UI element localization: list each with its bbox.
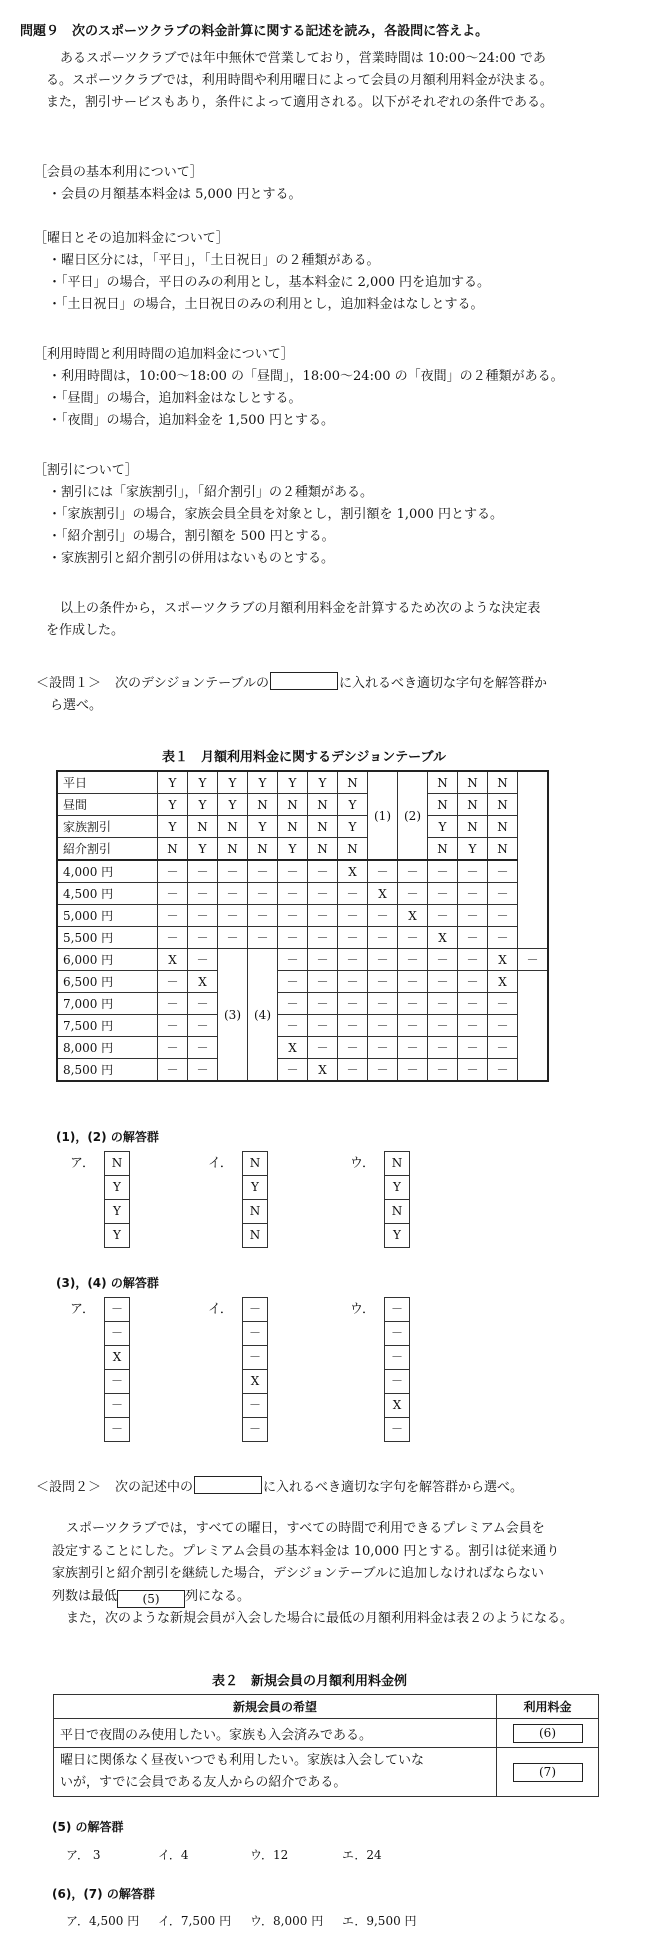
table-cell: X xyxy=(428,927,458,949)
action-label: 5,500 円 xyxy=(57,927,158,949)
table-cell: － xyxy=(488,1059,518,1082)
question-text: 次のデシジョンテーブルの xyxy=(115,676,270,691)
action-row xyxy=(57,860,548,883)
table1-caption: 表１ 月額利用料金に関するデシジョンテーブル xyxy=(162,750,446,765)
table-cell: X xyxy=(488,949,518,971)
action-row xyxy=(57,927,548,949)
question-label: ＜設問１＞ xyxy=(36,676,102,691)
table-cell: － xyxy=(278,949,308,971)
table-cell: Y xyxy=(188,838,218,861)
paragraph-line: また，次のような新規会員が入会した場合に最低の月額利用料金は表２のようになる。 xyxy=(66,1611,574,1626)
conclusion-paragraph xyxy=(46,598,540,642)
table-cell: － xyxy=(398,927,428,949)
table-cell: N xyxy=(218,838,248,861)
table-cell: Y xyxy=(308,771,338,794)
table-cell: － xyxy=(278,860,308,883)
fee-cell xyxy=(497,1719,599,1748)
table-cell: － xyxy=(188,993,218,1015)
table-cell: － xyxy=(248,883,278,905)
option-cell: N xyxy=(243,1152,267,1176)
fee-cell xyxy=(497,1748,599,1797)
intro-line: あるスポーツクラブでは年中無休で営業しており，営業時間は 10:00～24:00 であ xyxy=(60,51,546,66)
table-cell: － xyxy=(338,971,368,993)
table-cell: N xyxy=(338,838,368,861)
action-row xyxy=(57,1059,548,1082)
option-cell: － xyxy=(385,1322,409,1346)
table-cell: － xyxy=(488,1015,518,1037)
blank-box xyxy=(194,1476,262,1494)
table-cell: Y xyxy=(158,794,188,816)
table-cell: X xyxy=(338,860,368,883)
table-cell: － xyxy=(158,883,188,905)
answer-choice[interactable]: エ．24 xyxy=(342,1848,382,1862)
section-item: ・会員の月額基本料金は 5,000 円とする。 xyxy=(48,187,302,202)
section-item: ・割引には「家族割引」，「紹介割引」の２種類がある。 xyxy=(48,485,374,500)
option-cell: N xyxy=(105,1152,129,1176)
table-cell: － xyxy=(308,949,338,971)
paragraph-line: 設定することにした。プレミアム会員の基本料金は 10,000 円とする。割引は従来通り xyxy=(52,1543,560,1559)
table-cell: － xyxy=(398,993,428,1015)
table-cell: Y xyxy=(158,816,188,838)
table-cell: X xyxy=(398,905,428,927)
table-cell: － xyxy=(338,883,368,905)
option-cell: N xyxy=(385,1152,409,1176)
table-cell: N xyxy=(428,794,458,816)
conclusion-line: を作成した。 xyxy=(46,623,125,638)
action-row xyxy=(57,1015,548,1037)
table-cell: － xyxy=(188,1015,218,1037)
option-cell: － xyxy=(385,1298,409,1322)
action-row xyxy=(57,883,548,905)
blank-box xyxy=(270,672,338,690)
table-cell: － xyxy=(188,905,218,927)
action-label: 7,000 円 xyxy=(57,993,158,1015)
table-cell: － xyxy=(368,1015,398,1037)
option-cell: N xyxy=(385,1200,409,1224)
table-cell: － xyxy=(338,993,368,1015)
section-header: ［利用時間と利用時間の追加料金について］ xyxy=(34,347,294,362)
condition-row xyxy=(57,838,548,861)
table-cell: － xyxy=(398,860,428,883)
option-cell: X xyxy=(385,1394,409,1418)
option-cell: Y xyxy=(243,1176,267,1200)
wish-cell: 平日で夜間のみ使用したい。家族も入会済みである。 xyxy=(54,1719,497,1748)
action-row xyxy=(57,949,548,971)
section-item: ・「昼間」の場合，追加料金はなしとする。 xyxy=(48,391,302,406)
option-cell: － xyxy=(105,1298,129,1322)
answer-34-option-box[interactable] xyxy=(384,1297,410,1442)
table-cell: N xyxy=(488,838,518,861)
table-cell: X xyxy=(188,971,218,993)
table-cell: N xyxy=(488,816,518,838)
table-cell: X xyxy=(278,1037,308,1059)
question-text: に入れるべき適切な字句を解答群か xyxy=(339,676,548,691)
action-label: 7,500 円 xyxy=(57,1015,158,1037)
table-cell: － xyxy=(488,860,518,883)
section-item: ・「平日」の場合，平日のみの利用とし，基本料金に 2,000 円を追加する。 xyxy=(48,275,490,290)
answer-12-option-label[interactable]: ア． xyxy=(70,1156,95,1171)
answer-34-option-box[interactable] xyxy=(104,1297,130,1442)
table-cell: － xyxy=(458,971,488,993)
table-cell: Y xyxy=(278,838,308,861)
table-cell: － xyxy=(158,1059,188,1082)
blank-5-box: (5) xyxy=(117,1590,185,1608)
table-cell: N xyxy=(248,794,278,816)
paragraph-line: スポーツクラブでは，すべての曜日，すべての時間で利用できるプレミアム会員を xyxy=(66,1521,545,1536)
action-row xyxy=(57,971,548,993)
paragraph-line: 家族割引と紹介割引を継続した場合，デシジョンテーブルに追加しなければならない xyxy=(52,1566,544,1581)
condition-label: 平日 xyxy=(57,771,158,794)
table-cell: N xyxy=(278,816,308,838)
condition-row xyxy=(57,771,548,794)
option-cell: Y xyxy=(105,1176,129,1200)
answer-choice[interactable]: イ．4 xyxy=(158,1848,189,1862)
section-item: ・「夜間」の場合，追加料金を 1,500 円とする。 xyxy=(48,413,334,428)
table-cell: － xyxy=(278,1015,308,1037)
table-cell: － xyxy=(308,927,338,949)
table-cell: X xyxy=(368,883,398,905)
action-row xyxy=(57,1037,548,1059)
answer-group-title: (5) の解答群 xyxy=(52,1820,124,1834)
condition-row xyxy=(57,816,548,838)
table-cell: － xyxy=(278,905,308,927)
option-cell: － xyxy=(243,1394,267,1418)
section-item: ・「家族割引」の場合，家族会員全員を対象とし，割引額を 1,000 円とする。 xyxy=(48,507,503,522)
table-cell: － xyxy=(458,860,488,883)
table-cell: － xyxy=(188,883,218,905)
action-row xyxy=(57,993,548,1015)
table-cell: Y xyxy=(218,794,248,816)
table-cell: N xyxy=(308,816,338,838)
option-cell: N xyxy=(243,1224,267,1248)
option-cell: Y xyxy=(385,1176,409,1200)
table-cell: － xyxy=(278,993,308,1015)
blank-4-cell: (4) xyxy=(248,949,278,1082)
action-row xyxy=(57,905,548,927)
section-basic-usage xyxy=(34,162,301,206)
table-cell: － xyxy=(368,949,398,971)
answer-12-option-label[interactable]: イ． xyxy=(208,1156,233,1171)
question-1 xyxy=(36,672,547,717)
table-cell: － xyxy=(338,905,368,927)
table-cell: － xyxy=(368,971,398,993)
table-cell: － xyxy=(458,1059,488,1082)
table-cell: － xyxy=(428,905,458,927)
table-cell: － xyxy=(218,860,248,883)
option-cell: － xyxy=(243,1418,267,1442)
table-cell: N xyxy=(308,794,338,816)
table-cell: － xyxy=(488,993,518,1015)
table2-header-fee: 利用料金 xyxy=(497,1695,599,1719)
answer-choices-67 xyxy=(66,1912,417,1929)
question-2 xyxy=(36,1476,523,1499)
table-cell: － xyxy=(308,1037,338,1059)
action-label: 4,500 円 xyxy=(57,883,158,905)
option-cell: － xyxy=(243,1298,267,1322)
table-cell: － xyxy=(458,927,488,949)
table-cell: － xyxy=(308,883,338,905)
table-cell: － xyxy=(458,883,488,905)
section-item: ・利用時間は，10:00～18:00 の「昼間」，18:00～24:00 の「夜間」の２種類がある。 xyxy=(48,369,564,384)
table-cell: － xyxy=(398,1059,428,1082)
table2-caption: 表２ 新規会員の月額利用料金例 xyxy=(212,1674,408,1689)
table-cell: N xyxy=(158,838,188,861)
table-cell: Y xyxy=(428,816,458,838)
table-cell: Y xyxy=(338,816,368,838)
table-cell: － xyxy=(458,993,488,1015)
table-cell: － xyxy=(368,1037,398,1059)
blank-6-box: (6) xyxy=(513,1724,583,1743)
blank-3-cell: (3) xyxy=(218,949,248,1082)
paragraph-line: 列数は最低 (5) 列になる。 xyxy=(52,1588,251,1606)
table-cell: Y xyxy=(158,771,188,794)
answer-34-option-label[interactable]: ア． xyxy=(70,1302,95,1317)
table-cell: － xyxy=(248,905,278,927)
option-cell: － xyxy=(243,1346,267,1370)
answer-choice[interactable]: ア．4,500 円 xyxy=(66,1914,140,1928)
table-cell: － xyxy=(188,860,218,883)
table-cell: － xyxy=(398,1015,428,1037)
option-cell: － xyxy=(105,1394,129,1418)
table-cell: － xyxy=(158,905,188,927)
section-header: ［会員の基本利用について］ xyxy=(34,165,203,180)
table-cell: － xyxy=(158,971,188,993)
table-cell: － xyxy=(428,993,458,1015)
option-cell: Y xyxy=(385,1224,409,1248)
table-cell: Y xyxy=(188,771,218,794)
question-text: ら選べ。 xyxy=(50,698,103,713)
section-item: ・曜日区分には，「平日」，「土日祝日」の２種類がある。 xyxy=(48,253,380,268)
answer-34-option-label[interactable]: ウ． xyxy=(350,1302,375,1317)
condition-label: 昼間 xyxy=(57,794,158,816)
table-cell: Y xyxy=(338,794,368,816)
answer-34-option-box[interactable] xyxy=(242,1297,268,1442)
condition-row xyxy=(57,794,548,816)
answer-choices-5 xyxy=(66,1846,382,1863)
table-cell: － xyxy=(368,993,398,1015)
table-cell: － xyxy=(338,949,368,971)
section-item: ・家族割引と紹介割引の併用はないものとする。 xyxy=(48,551,335,566)
answer-group-title: (1)，(2) の解答群 xyxy=(56,1130,159,1144)
table-cell: Y xyxy=(188,794,218,816)
table-cell: － xyxy=(368,1059,398,1082)
table-cell: － xyxy=(428,949,458,971)
table-cell: N xyxy=(188,816,218,838)
option-cell: － xyxy=(243,1322,267,1346)
blank-7-box: (7) xyxy=(513,1763,583,1782)
table-cell: － xyxy=(488,883,518,905)
table-row xyxy=(54,1748,599,1797)
table-cell: － xyxy=(248,860,278,883)
table-cell: － xyxy=(338,1015,368,1037)
table-cell: － xyxy=(188,949,218,971)
table-cell: N xyxy=(428,838,458,861)
section-discount xyxy=(34,460,503,570)
answer-12-option-label[interactable]: ウ． xyxy=(350,1156,375,1171)
table-cell: － xyxy=(308,860,338,883)
question-label: ＜設問２＞ xyxy=(36,1480,102,1495)
wish-cell: 曜日に関係なく昼夜いつでも利用したい。家族は入会していな いが，すでに会員である友人からの紹介である。 xyxy=(54,1748,497,1797)
table2-header-wish: 新規会員の希望 xyxy=(54,1695,497,1719)
option-cell: － xyxy=(105,1322,129,1346)
option-cell: Y xyxy=(105,1224,129,1248)
answer-12-option-box[interactable] xyxy=(104,1151,130,1248)
table-cell: N xyxy=(308,838,338,861)
table-cell: － xyxy=(218,927,248,949)
intro-paragraph xyxy=(46,48,553,114)
table-cell: N xyxy=(458,816,488,838)
action-label: 5,000 円 xyxy=(57,905,158,927)
answer-group-title: (6)，(7) の解答群 xyxy=(52,1887,155,1901)
table-cell: － xyxy=(188,927,218,949)
option-cell: N xyxy=(243,1200,267,1224)
condition-label: 紹介割引 xyxy=(57,838,158,861)
intro-line: る。スポーツクラブでは，利用時間や利用曜日によって会員の月額利用料金が決まる。 xyxy=(46,73,553,88)
answer-choice[interactable]: イ．7,500 円 xyxy=(158,1914,232,1928)
decision-table xyxy=(56,770,549,1082)
answer-12-option-box[interactable] xyxy=(384,1151,410,1248)
answer-choice[interactable]: ウ．8,000 円 xyxy=(250,1914,324,1928)
table-cell: － xyxy=(488,905,518,927)
table-cell: Y xyxy=(218,771,248,794)
table-cell: N xyxy=(248,838,278,861)
table-cell: － xyxy=(158,993,188,1015)
table-cell: Y xyxy=(248,771,278,794)
section-item: ・「紹介割引」の場合，割引額を 500 円とする。 xyxy=(48,529,335,544)
table-cell: － xyxy=(158,927,188,949)
table-cell: － xyxy=(278,971,308,993)
table-cell: － xyxy=(488,927,518,949)
option-cell: X xyxy=(243,1370,267,1394)
option-cell: Y xyxy=(105,1200,129,1224)
table-cell: － xyxy=(308,1015,338,1037)
table-cell: － xyxy=(428,883,458,905)
action-label: 4,000 円 xyxy=(57,860,158,883)
section-item: ・「土日祝日」の場合，土日祝日のみの利用とし，追加料金はなしとする。 xyxy=(48,297,484,312)
section-header: ［曜日とその追加料金について］ xyxy=(34,231,229,246)
table-cell: － xyxy=(518,949,549,971)
table-cell: － xyxy=(428,1059,458,1082)
table-cell: － xyxy=(398,883,428,905)
table-cell: － xyxy=(308,993,338,1015)
blank-2-cell: (2) xyxy=(398,771,428,860)
option-cell: － xyxy=(385,1418,409,1442)
table-cell: N xyxy=(458,794,488,816)
table-cell: Y xyxy=(458,838,488,861)
table-cell: － xyxy=(428,860,458,883)
table-cell: － xyxy=(458,1037,488,1059)
table-cell: － xyxy=(218,883,248,905)
table-cell: － xyxy=(308,971,338,993)
table-cell: X xyxy=(158,949,188,971)
table-cell: － xyxy=(218,905,248,927)
table-cell: － xyxy=(278,883,308,905)
condition-label: 家族割引 xyxy=(57,816,158,838)
table-cell: － xyxy=(338,927,368,949)
option-cell: － xyxy=(105,1418,129,1442)
table-cell: － xyxy=(428,1015,458,1037)
answer-12-option-box[interactable] xyxy=(242,1151,268,1248)
option-cell: － xyxy=(385,1370,409,1394)
table-cell: Y xyxy=(248,816,278,838)
table-cell: － xyxy=(458,905,488,927)
table-cell: － xyxy=(278,927,308,949)
table-cell: － xyxy=(338,1037,368,1059)
option-cell: X xyxy=(105,1346,129,1370)
section-time-fee xyxy=(34,344,564,432)
problem-title: 問題９ 次のスポーツクラブの料金計算に関する記述を読み，各設問に答えよ。 xyxy=(20,24,489,39)
table-cell: N xyxy=(218,816,248,838)
table-cell: － xyxy=(158,1037,188,1059)
table-cell: － xyxy=(308,905,338,927)
option-cell: － xyxy=(105,1370,129,1394)
table-cell: N xyxy=(278,794,308,816)
section-header: ［割引について］ xyxy=(34,463,138,478)
table-cell: － xyxy=(368,860,398,883)
question-text: 次の記述中の xyxy=(115,1480,194,1495)
option-cell: － xyxy=(385,1346,409,1370)
table-cell: － xyxy=(338,1059,368,1082)
table-cell: － xyxy=(458,1015,488,1037)
question-text: に入れるべき適切な字句を解答群から選べ。 xyxy=(263,1480,524,1495)
table-cell: － xyxy=(488,1037,518,1059)
table-cell: N xyxy=(458,771,488,794)
table-cell: － xyxy=(188,1059,218,1082)
table-cell: － xyxy=(458,949,488,971)
question-2-paragraph xyxy=(52,1518,573,1631)
fee-example-table xyxy=(53,1694,599,1797)
conclusion-line: 以上の条件から，スポーツクラブの月額利用料金を計算するため次のような決定表 xyxy=(60,601,541,616)
action-label: 8,500 円 xyxy=(57,1059,158,1082)
table-cell: － xyxy=(158,1015,188,1037)
action-label: 6,500 円 xyxy=(57,971,158,993)
table-cell: － xyxy=(398,949,428,971)
answer-choice[interactable]: エ．9,500 円 xyxy=(342,1914,417,1928)
table-cell: N xyxy=(488,794,518,816)
table-cell: － xyxy=(188,1037,218,1059)
table-cell: － xyxy=(278,1059,308,1082)
table-cell: X xyxy=(308,1059,338,1082)
action-label: 6,000 円 xyxy=(57,949,158,971)
table-cell: － xyxy=(368,905,398,927)
table-cell: Y xyxy=(278,771,308,794)
intro-line: また，割引サービスもあり，条件によって適用される。以下がそれぞれの条件である。 xyxy=(46,95,554,110)
table-cell: － xyxy=(368,927,398,949)
table-cell: － xyxy=(398,971,428,993)
table-cell: N xyxy=(428,771,458,794)
table-cell: － xyxy=(428,1037,458,1059)
table-cell: － xyxy=(158,860,188,883)
table-cell: － xyxy=(428,971,458,993)
table-cell: X xyxy=(488,971,518,993)
table-cell: N xyxy=(488,771,518,794)
table-cell: － xyxy=(398,1037,428,1059)
table-row xyxy=(54,1719,599,1748)
answer-group-title: (3)，(4) の解答群 xyxy=(56,1276,159,1290)
section-day-fee xyxy=(34,228,490,316)
answer-34-option-label[interactable]: イ． xyxy=(208,1302,233,1317)
table-cell: N xyxy=(338,771,368,794)
table-cell: － xyxy=(248,927,278,949)
answer-choice[interactable]: ア． 3 xyxy=(66,1848,101,1862)
action-label: 8,000 円 xyxy=(57,1037,158,1059)
blank-1-cell: (1) xyxy=(368,771,398,860)
answer-choice[interactable]: ウ．12 xyxy=(250,1848,289,1862)
